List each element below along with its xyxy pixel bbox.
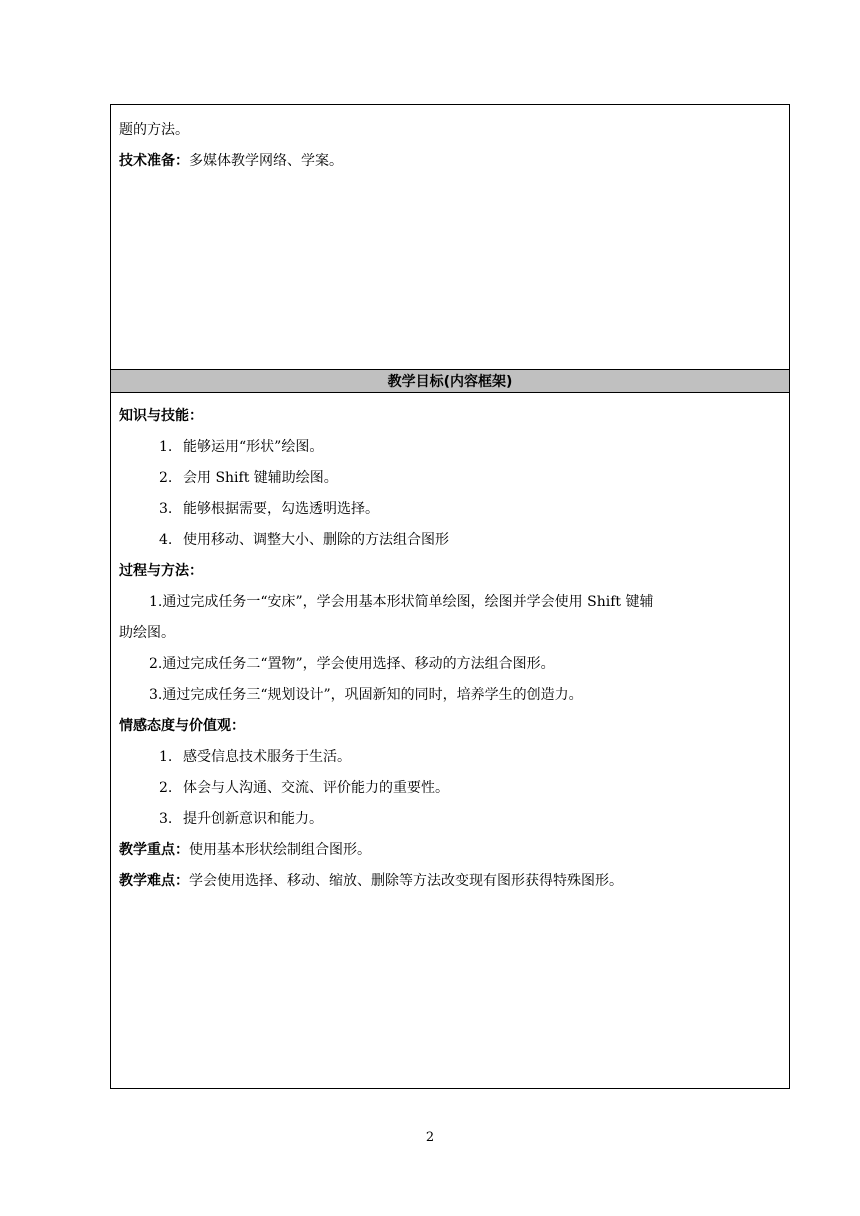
knowledge-item — [119, 463, 781, 494]
item-text: 使用移动、调整大小、删除的方法组合图形 — [183, 532, 449, 548]
section-header: 教学目标(内容框架) — [111, 370, 789, 393]
item-text: 体会与人沟通、交流、评价能力的重要性。 — [183, 780, 449, 796]
item-number: 3. — [159, 501, 173, 517]
lesson-plan-table — [110, 104, 790, 1089]
process-item: 2.通过完成任务二“置物”，学会使用选择、移动的方法组合图形。 — [149, 656, 555, 672]
process-item-continuation: 助绘图。 — [119, 625, 175, 641]
process-item: 1.通过完成任务一“安床”，学会用基本形状简单绘图，绘图并学会使用 Shift 键辅 — [149, 594, 654, 610]
knowledge-heading: 知识与技能： — [119, 408, 203, 424]
item-text: 会用 Shift 键辅助绘图。 — [183, 470, 338, 486]
tech-prep-text: 多媒体教学网络、学案。 — [189, 153, 343, 169]
emotion-item — [119, 773, 781, 804]
item-text: 能够根据需要，勾选透明选择。 — [183, 501, 379, 517]
tech-prep-line — [119, 146, 781, 177]
item-text: 感受信息技术服务于生活。 — [183, 749, 351, 765]
item-number: 2. — [159, 470, 173, 486]
item-number: 1. — [159, 439, 173, 455]
page-number: 2 — [425, 1130, 435, 1145]
process-item: 3.通过完成任务三“规划设计”，巩固新知的同时，培养学生的创造力。 — [149, 687, 583, 703]
difficulty-line — [119, 866, 781, 897]
top-cell — [111, 105, 789, 370]
difficulty-label: 教学难点： — [119, 873, 189, 889]
key-point-label: 教学重点： — [119, 842, 189, 858]
item-text: 能够运用“形状”绘图。 — [183, 439, 324, 455]
emotion-item — [119, 804, 781, 835]
knowledge-item — [119, 525, 781, 556]
process-heading: 过程与方法： — [119, 563, 203, 579]
emotion-heading: 情感态度与价值观： — [119, 718, 245, 734]
objectives-cell — [111, 393, 789, 1088]
item-number: 3. — [159, 811, 173, 827]
item-number: 2. — [159, 780, 173, 796]
emotion-item — [119, 742, 781, 773]
key-point-text: 使用基本形状绘制组合图形。 — [189, 842, 371, 858]
continuation-text: 题的方法。 — [119, 122, 189, 138]
tech-prep-label: 技术准备： — [119, 153, 189, 169]
knowledge-item — [119, 494, 781, 525]
difficulty-text: 学会使用选择、移动、缩放、删除等方法改变现有图形获得特殊图形。 — [189, 873, 623, 889]
key-point-line — [119, 835, 781, 866]
item-number: 1. — [159, 749, 173, 765]
knowledge-item — [119, 432, 781, 463]
item-number: 4. — [159, 532, 173, 548]
item-text: 提升创新意识和能力。 — [183, 811, 323, 827]
